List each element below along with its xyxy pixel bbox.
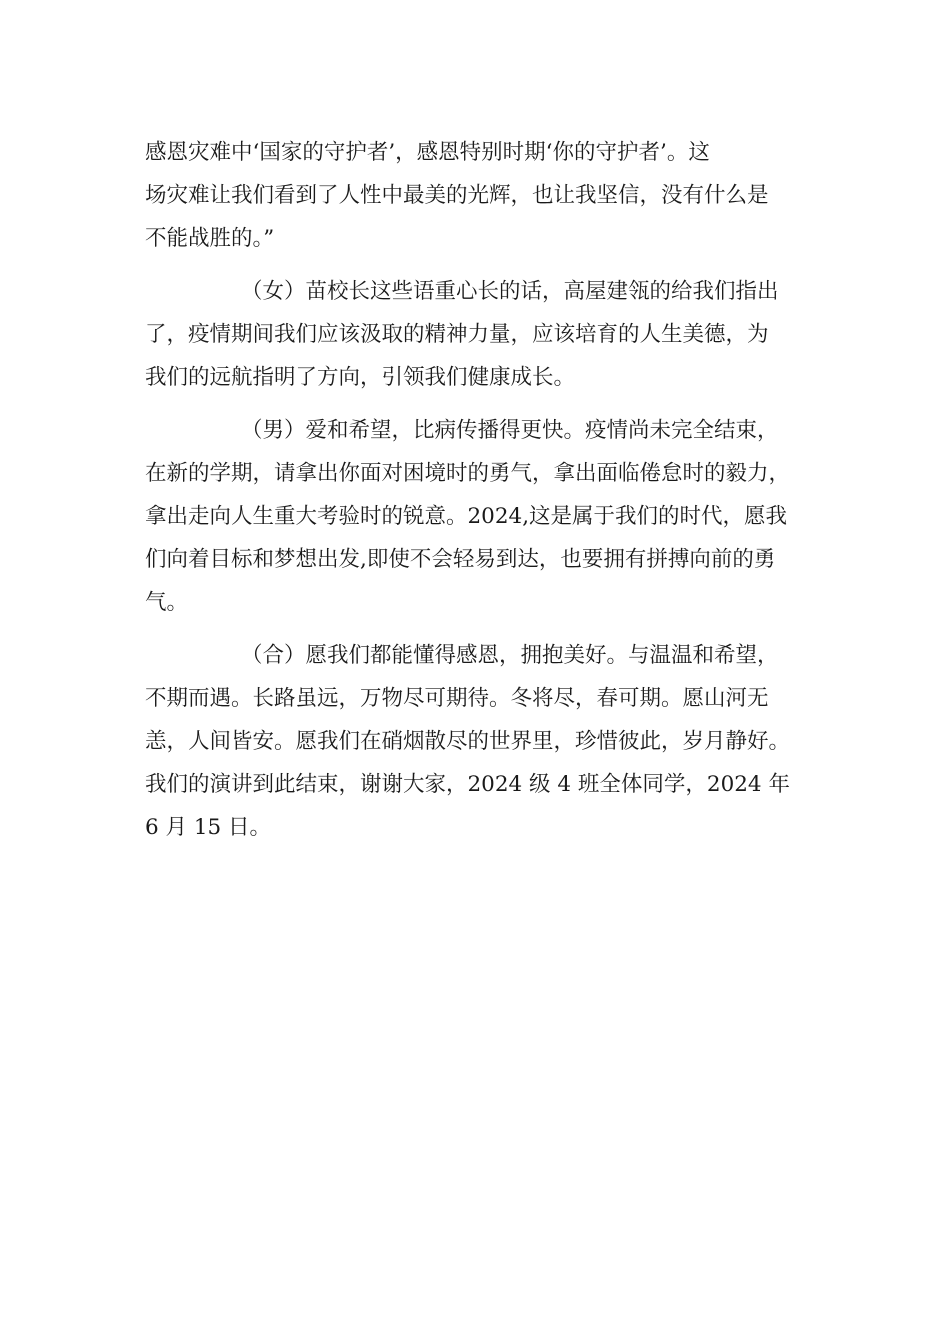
text-line: 我们的远航指明了方向，引领我们健康成长。 bbox=[145, 365, 576, 390]
text-line: 在新的学期，请拿出你面对困境时的勇气，拿出面临倦怠时的毅力， bbox=[145, 461, 791, 486]
text-line: 们向着目标和梦想出发,即使不会轻易到达，也要拥有拼搏向前的勇 bbox=[145, 547, 776, 572]
text-line: 气。 bbox=[145, 590, 189, 615]
document-body bbox=[145, 131, 835, 859]
paragraph-4 bbox=[145, 634, 835, 849]
text-line: 不期而遇。长路虽远，万物尽可期待。冬将尽，春可期。愿山河无 bbox=[145, 686, 769, 711]
text-line: 了，疫情期间我们应该汲取的精神力量，应该培育的人生美德，为 bbox=[145, 322, 769, 347]
text-line: 场灾难让我们看到了人性中最美的光辉，也让我坚信，没有什么是 bbox=[145, 183, 769, 208]
paragraph-3 bbox=[145, 409, 835, 624]
text-line: 恙，人间皆安。愿我们在硝烟散尽的世界里，珍惜彼此，岁月静好。 bbox=[145, 729, 791, 754]
text-line: 我们的演讲到此结束，谢谢大家，2024 级 4 班全体同学，2024 年 bbox=[145, 772, 790, 797]
paragraph-2 bbox=[145, 270, 835, 399]
text-line: （合）愿我们都能懂得感恩，拥抱美好。与温温和希望， bbox=[241, 643, 779, 668]
text-line: 感恩灾难中‘国家的守护者’，感恩特别时期‘你的守护者’。这 bbox=[145, 140, 710, 165]
text-line: 拿出走向人生重大考验时的锐意。2024,这是属于我们的时代，愿我 bbox=[145, 504, 788, 529]
text-line: 6 月 15 日。 bbox=[145, 815, 272, 840]
text-line: （男）爱和希望，比病传播得更快。疫情尚未完全结束， bbox=[241, 418, 779, 443]
paragraph-1 bbox=[145, 131, 835, 260]
text-line: 不能战胜的。” bbox=[145, 226, 275, 251]
text-line: （女）苗校长这些语重心长的话，高屋建瓴的给我们指出 bbox=[241, 279, 779, 304]
